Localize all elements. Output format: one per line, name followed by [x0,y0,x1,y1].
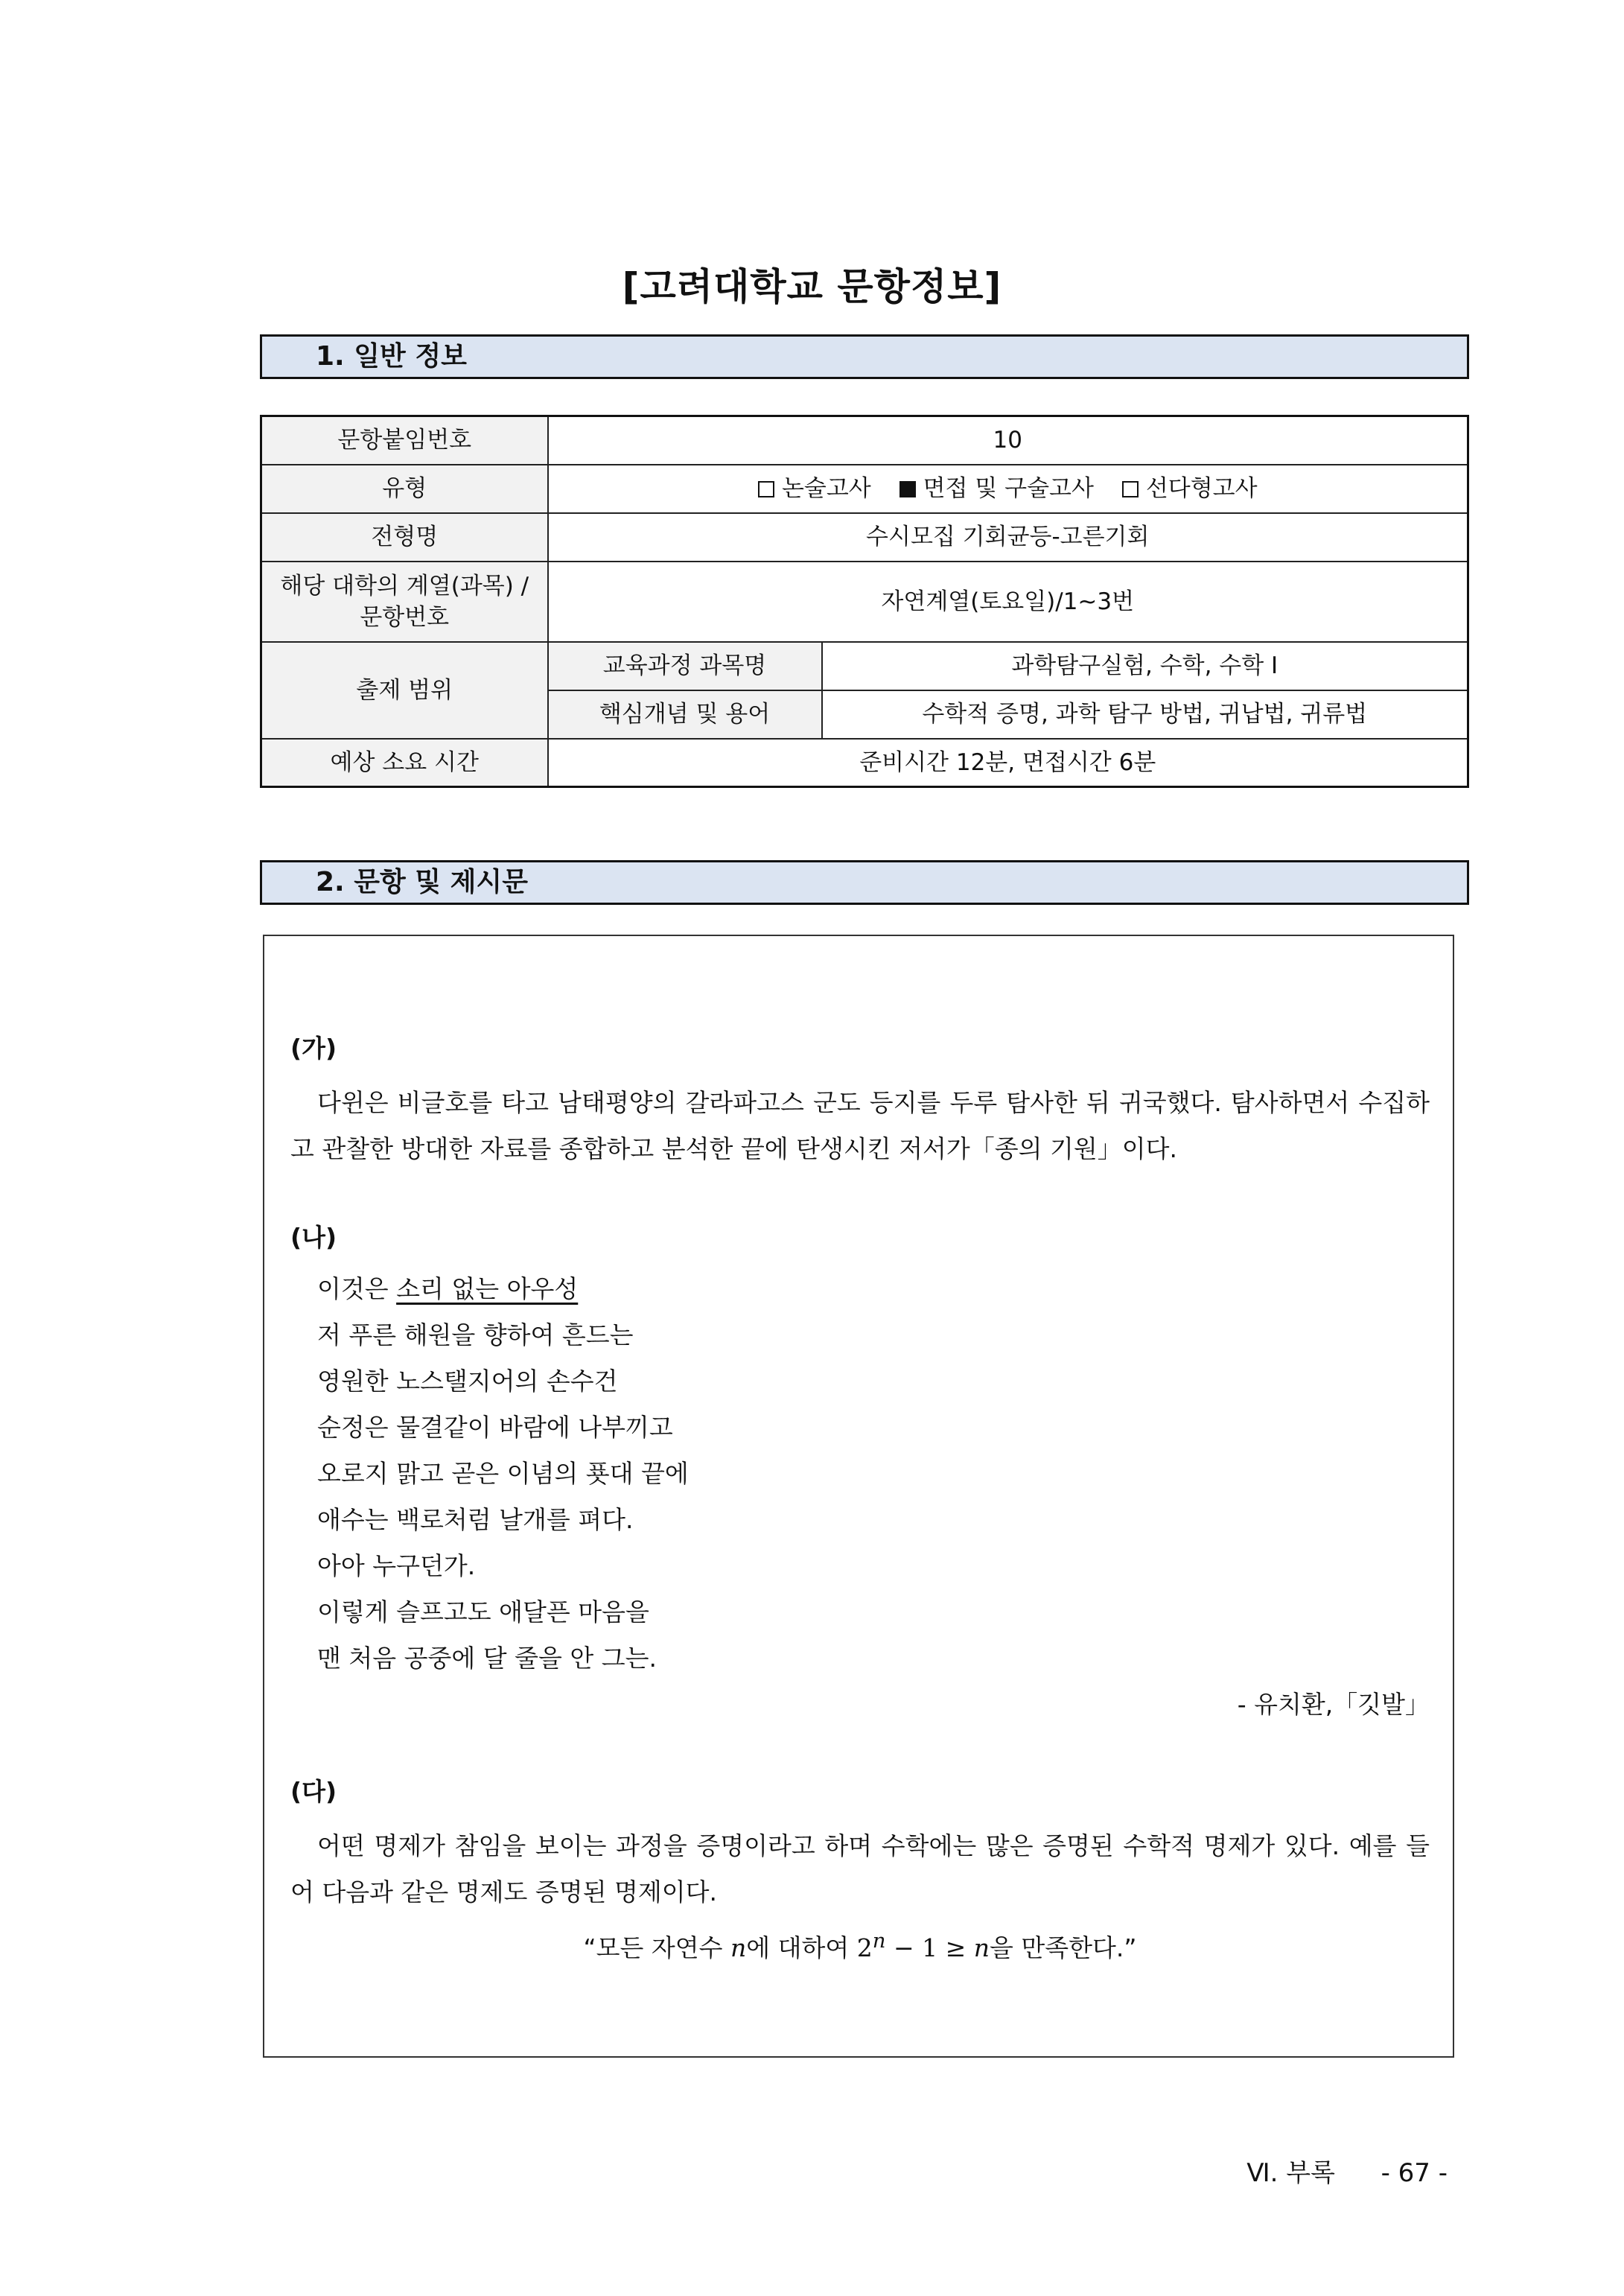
passage-da-text: 어떤 명제가 참임을 보이는 과정을 증명이라고 하며 수학에는 많은 증명된 수학적 명제가 있다. 예를 들어 다음과 같은 명제도 증명된 명제이다. [290,1831,1430,1907]
admission-label: 전형명 [261,513,548,562]
passage-da-heading: (다) [290,1777,337,1806]
section-general-info: 1. 일반 정보 [260,334,1469,379]
concepts-label: 핵심개념 및 용어 [548,690,822,739]
curriculum-label: 교육과정 과목명 [548,642,822,690]
passage-ga-text: 다윈은 비글호를 타고 남태평양의 갈라파고스 군도 등지를 두루 탐사한 뒤 귀국했다. 탐사하면서 수집하고 관찰한 방대한 자료를 종합하고 분석한 끝에 탄생시킨 저서가「종의 기원」이다. [290,1088,1430,1163]
poem-line: 맨 처음 공중에 달 줄을 안 그는. [317,1644,657,1673]
poem-source: - 유치환,「깃발」 [1237,1690,1430,1719]
page-number: - 67 - [1381,2158,1448,2188]
row-time [261,739,1468,787]
general-info-table [260,415,1469,788]
item-number-label: 문항붙임번호 [261,416,548,465]
poem-line: 순정은 물결같이 바람에 나부끼고 [317,1413,673,1442]
row-type [261,465,1468,513]
admission-value: 수시모집 기회균등-고른기회 [548,513,1468,562]
checkbox-filled-icon [899,481,916,497]
row-curriculum [261,642,1468,690]
footer-chapter: Ⅵ. 부록 [1246,2158,1335,2188]
poem-line: 이것은 소리 없는 아우성 [317,1274,579,1303]
type-options [548,465,1468,513]
track-value: 자연계열(토요일)/1~3번 [548,562,1468,642]
math-formula: $2^n - 1 \ge n$ [856,1929,990,1962]
scope-label: 출제 범위 [261,642,548,739]
poem-line: 이렇게 슬프고도 애달픈 마음을 [317,1597,649,1626]
passage-na-heading: (나) [290,1223,337,1252]
time-label: 예상 소요 시간 [261,739,548,787]
concepts-value: 수학적 증명, 과학 탐구 방법, 귀납법, 귀류법 [822,690,1468,739]
page-title: [고려대학교 문항정보] [622,265,1002,308]
type-option-interview: 면접 및 구술고사 [899,475,1094,502]
poem-line: 오로지 맑고 곧은 이념의 푯대 끝에 [317,1459,689,1488]
row-track [261,562,1468,642]
track-label: 해당 대학의 계열(과목) / 문항번호 [261,562,548,642]
item-number-value: 10 [548,416,1468,465]
type-label: 유형 [261,465,548,513]
checkbox-empty-icon [758,481,774,497]
math-var-n: n [730,1933,747,1962]
section-question: 2. 문항 및 제시문 [260,860,1469,905]
proposition-quote: “모든 자연수 n에 대하여 $2^n - 1 \ge n$을 만족한다.” [583,1929,1137,1962]
row-admission [261,513,1468,562]
passage-ga-heading: (가) [290,1034,337,1063]
underlined-phrase: 소리 없는 아우성 [396,1274,579,1303]
poem [290,1266,1430,1728]
row-item-number [261,416,1468,465]
poem-line: 저 푸른 해원을 향하여 흔드는 [317,1320,634,1349]
poem-line: 영원한 노스탤지어의 손수건 [317,1367,618,1396]
curriculum-value: 과학탐구실험, 수학, 수학 I [822,642,1468,690]
time-value: 준비시간 12분, 면접시간 6분 [548,739,1468,787]
type-option-essay: 논술고사 [758,475,871,502]
type-option-multiple-choice: 선다형고사 [1122,475,1258,502]
page-footer [1246,2152,1448,2189]
poem-line: 아아 누구던가. [317,1551,476,1580]
checkbox-empty-icon [1122,481,1139,497]
poem-line: 애수는 백로처럼 날개를 펴다. [317,1505,634,1534]
